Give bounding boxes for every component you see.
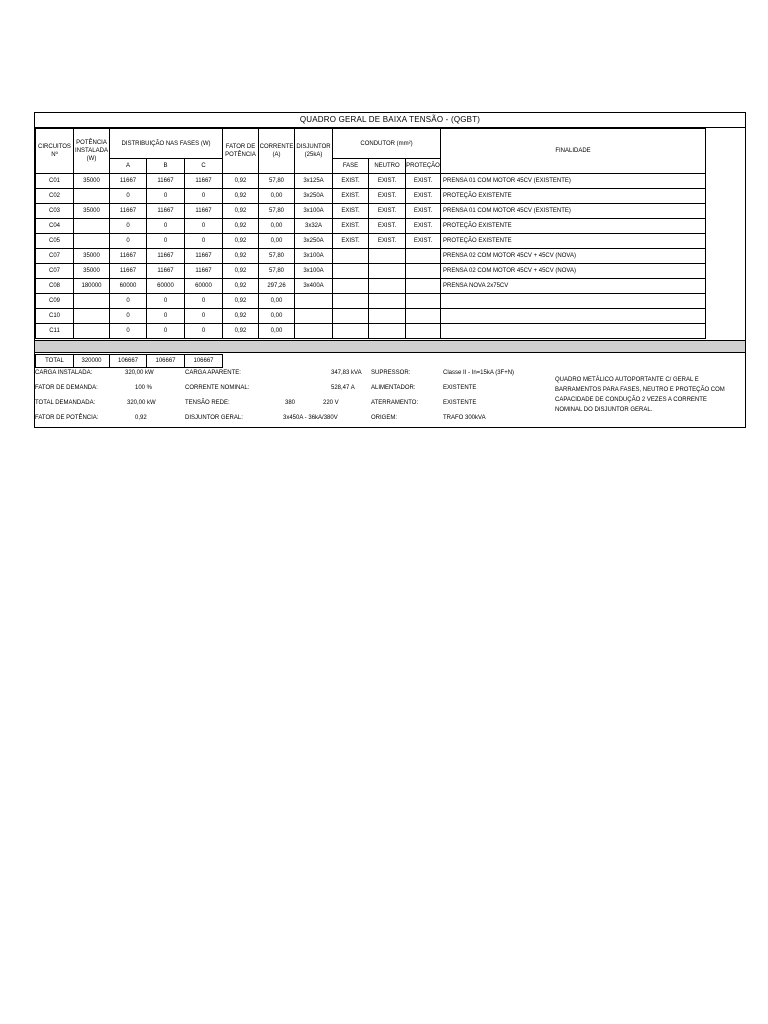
header-fase-b: B (147, 159, 185, 174)
cell-potencia (74, 294, 110, 309)
cell-potencia: 35000 (74, 204, 110, 219)
cell-fase-b: 11667 (147, 264, 185, 279)
cell-circuito: C08 (36, 279, 74, 294)
circuit-table (35, 128, 706, 339)
cell-cond-neutro (369, 309, 406, 324)
cell-fase-a: 11667 (110, 249, 147, 264)
cell-fator: 0,92 (223, 264, 259, 279)
cell-fase-c: 11667 (185, 204, 223, 219)
label-aterramento: ATERRAMENTO: (371, 400, 419, 406)
cell-cond-neutro (369, 249, 406, 264)
header-fase-a: A (110, 159, 147, 174)
header-distribuicao: DISTRIBUIÇÃO NAS FASES (W) (110, 129, 223, 159)
cell-cond-neutro: EXIST. (369, 174, 406, 189)
value-disjuntor-geral: 3x450A - 36kA/380V (283, 415, 338, 421)
cell-disjuntor (295, 294, 333, 309)
cell-cond-fase: EXIST. (333, 174, 369, 189)
header-circuitos: CIRCUITOS Nº (36, 129, 74, 174)
cell-cond-protecao (406, 249, 441, 264)
table-row (36, 204, 706, 219)
cell-finalidade: PRENSA 01 COM MOTOR 45CV (EXISTENTE) (441, 174, 706, 189)
cell-fase-b: 0 (147, 309, 185, 324)
label-fator-potencia: FATOR DE POTÊNCIA: (35, 415, 99, 421)
cell-disjuntor: 3x400A (295, 279, 333, 294)
total-potencia: 320000 (74, 355, 110, 368)
header-disjuntor: DISJUNTOR (25kA) (295, 129, 333, 174)
value-supressor: Classe II - In=15kA (3F+N) (443, 370, 515, 376)
label-alimentador: ALIMENTADOR: (371, 385, 416, 391)
table-row (36, 249, 706, 264)
cell-cond-fase: EXIST. (333, 204, 369, 219)
cell-cond-protecao: EXIST. (406, 189, 441, 204)
cell-fase-a: 0 (110, 219, 147, 234)
cell-corrente: 0,00 (259, 294, 295, 309)
cell-cond-neutro: EXIST. (369, 234, 406, 249)
table-row (36, 264, 706, 279)
cell-fase-b: 11667 (147, 174, 185, 189)
header-cond-protecao: PROTEÇÃO (406, 159, 441, 174)
label-origem: ORIGEM: (371, 415, 398, 421)
cell-circuito: C11 (36, 324, 74, 339)
cell-fase-a: 0 (110, 309, 147, 324)
panel-note: QUADRO METÁLICO AUTOPORTANTE C/ GERAL E BARRAMENTOS PARA FASES, NEUTRO E PROTEÇÃO COM CAPACIDADE DE CONDUÇÃO 2 VEZES A CORRENTE NOMINAL DO DISJUNTOR GERAL. (555, 377, 725, 413)
table-row (36, 324, 706, 339)
cell-cond-neutro (369, 279, 406, 294)
header-fase-c: C (185, 159, 223, 174)
cell-corrente: 0,00 (259, 234, 295, 249)
cell-cond-fase (333, 294, 369, 309)
cell-finalidade: PROTEÇÃO EXISTENTE (441, 189, 706, 204)
cell-corrente: 0,00 (259, 309, 295, 324)
cell-fator: 0,92 (223, 204, 259, 219)
cell-disjuntor: 3x32A (295, 219, 333, 234)
cell-corrente: 297,26 (259, 279, 295, 294)
value-carga-aparente: 347,83 kVA (331, 370, 362, 376)
header-corrente: CORRENTE (A) (259, 129, 295, 174)
value-total-demandada: 320,00 kW (127, 400, 156, 406)
label-corrente-nominal: CORRENTE NOMINAL: (185, 385, 250, 391)
cell-fase-b: 0 (147, 294, 185, 309)
cell-circuito: C10 (36, 309, 74, 324)
cell-finalidade: PRENSA 02 COM MOTOR 45CV + 45CV (NOVA) (441, 264, 706, 279)
value-tensao-rede-2: 220 V (323, 400, 339, 406)
cell-fase-c: 0 (185, 294, 223, 309)
cell-finalidade: PRENSA 01 COM MOTOR 45CV (EXISTENTE) (441, 204, 706, 219)
cell-corrente: 0,00 (259, 219, 295, 234)
cell-corrente: 57,80 (259, 204, 295, 219)
cell-finalidade: PRENSA 02 COM MOTOR 45CV + 45CV (NOVA) (441, 249, 706, 264)
total-fase-c: 106667 (185, 355, 223, 368)
cell-cond-fase (333, 249, 369, 264)
total-label: TOTAL (36, 355, 74, 368)
cell-fator: 0,92 (223, 249, 259, 264)
value-fator-potencia: 0,92 (135, 415, 147, 421)
cell-circuito: C09 (36, 294, 74, 309)
cell-fase-a: 11667 (110, 264, 147, 279)
cell-fase-a: 11667 (110, 174, 147, 189)
cell-fase-b: 60000 (147, 279, 185, 294)
cell-finalidade: PROTEÇÃO EXISTENTE (441, 219, 706, 234)
cell-fase-b: 0 (147, 234, 185, 249)
cell-cond-protecao: EXIST. (406, 219, 441, 234)
cell-cond-fase (333, 324, 369, 339)
cell-fator: 0,92 (223, 279, 259, 294)
value-origem: TRAFO 300kVA (443, 415, 486, 421)
cell-cond-fase: EXIST. (333, 234, 369, 249)
table-row (36, 219, 706, 234)
cell-fase-c: 11667 (185, 264, 223, 279)
cell-disjuntor: 3x100A (295, 264, 333, 279)
cell-circuito: C05 (36, 234, 74, 249)
cell-fator: 0,92 (223, 234, 259, 249)
cell-fase-a: 60000 (110, 279, 147, 294)
cell-finalidade (441, 309, 706, 324)
cell-cond-fase (333, 264, 369, 279)
cell-fase-c: 0 (185, 309, 223, 324)
qgbt-sheet (34, 112, 746, 428)
cell-cond-fase (333, 309, 369, 324)
cell-fase-b: 11667 (147, 249, 185, 264)
table-row (36, 174, 706, 189)
cell-cond-neutro (369, 264, 406, 279)
cell-potencia (74, 189, 110, 204)
total-row (35, 354, 223, 368)
cell-cond-neutro: EXIST. (369, 219, 406, 234)
cell-fase-c: 11667 (185, 174, 223, 189)
cell-cond-neutro (369, 294, 406, 309)
table-row (36, 294, 706, 309)
cell-potencia (74, 219, 110, 234)
cell-cond-fase (333, 279, 369, 294)
cell-fator: 0,92 (223, 219, 259, 234)
cell-cond-neutro: EXIST. (369, 189, 406, 204)
value-tensao-rede-1: 380 (285, 400, 296, 406)
value-corrente-nominal: 528,47 A (331, 385, 355, 391)
cell-fase-a: 0 (110, 234, 147, 249)
label-total-demandada: TOTAL DEMANDADA: (35, 400, 96, 406)
table-row (36, 279, 706, 294)
header-condutor: CONDUTOR (mm²) (333, 129, 441, 159)
label-carga-instalada: CARGA INSTALADA: (35, 370, 93, 376)
cell-fase-c: 11667 (185, 249, 223, 264)
cell-cond-protecao (406, 324, 441, 339)
cell-corrente: 57,80 (259, 249, 295, 264)
value-carga-instalada: 320,00 kW (125, 370, 154, 376)
label-tensao-rede: TENSÃO REDE: (185, 400, 230, 406)
cell-fator: 0,92 (223, 324, 259, 339)
value-alimentador: EXISTENTE (443, 385, 477, 391)
cell-potencia: 35000 (74, 174, 110, 189)
cell-circuito: C03 (36, 204, 74, 219)
total-fase-a: 106667 (110, 355, 147, 368)
cell-cond-protecao (406, 294, 441, 309)
cell-cond-neutro (369, 324, 406, 339)
label-disjuntor-geral: DISJUNTOR GERAL: (185, 415, 243, 421)
cell-cond-protecao (406, 264, 441, 279)
header-cond-neutro: NEUTRO (369, 159, 406, 174)
cell-circuito: C01 (36, 174, 74, 189)
cell-fase-c: 0 (185, 234, 223, 249)
table-row (36, 234, 706, 249)
cell-disjuntor: 3x250A (295, 189, 333, 204)
cell-fator: 0,92 (223, 189, 259, 204)
cell-circuito: C07 (36, 249, 74, 264)
cell-fator: 0,92 (223, 309, 259, 324)
cell-circuito: C04 (36, 219, 74, 234)
header-finalidade: FINALIDADE (441, 129, 706, 174)
cell-potencia: 180000 (74, 279, 110, 294)
cell-fase-c: 0 (185, 219, 223, 234)
cell-finalidade (441, 324, 706, 339)
cell-cond-protecao (406, 279, 441, 294)
cell-circuito: C02 (36, 189, 74, 204)
cell-potencia: 35000 (74, 264, 110, 279)
cell-disjuntor: 3x250A (295, 234, 333, 249)
total-fase-b: 106667 (147, 355, 185, 368)
cell-cond-neutro: EXIST. (369, 204, 406, 219)
cell-corrente: 0,00 (259, 189, 295, 204)
cell-cond-protecao: EXIST. (406, 234, 441, 249)
cell-circuito: C07 (36, 264, 74, 279)
cell-disjuntor: 3x100A (295, 249, 333, 264)
cell-fator: 0,92 (223, 294, 259, 309)
cell-fase-a: 11667 (110, 204, 147, 219)
value-aterramento: EXISTENTE (443, 400, 477, 406)
table-row (36, 309, 706, 324)
cell-potencia: 35000 (74, 249, 110, 264)
cell-fase-c: 60000 (185, 279, 223, 294)
cell-disjuntor: 3x100A (295, 204, 333, 219)
header-potencia: POTÊNCIA INSTALADA (W) (74, 129, 110, 174)
cell-fase-b: 0 (147, 324, 185, 339)
cell-disjuntor: 3x125A (295, 174, 333, 189)
cell-potencia (74, 324, 110, 339)
cell-finalidade: PROTEÇÃO EXISTENTE (441, 234, 706, 249)
cell-fator: 0,92 (223, 174, 259, 189)
sheet-title: QUADRO GERAL DE BAIXA TENSÃO - (QGBT) (35, 113, 745, 128)
cell-potencia (74, 309, 110, 324)
cell-finalidade (441, 294, 706, 309)
header-fator: FATOR DE POTÊNCIA (223, 129, 259, 174)
cell-corrente: 57,80 (259, 174, 295, 189)
cell-fase-a: 0 (110, 294, 147, 309)
cell-disjuntor (295, 324, 333, 339)
cell-fase-a: 0 (110, 324, 147, 339)
cell-potencia (74, 234, 110, 249)
label-carga-aparente: CARGA APARENTE: (185, 370, 241, 376)
cell-cond-protecao: EXIST. (406, 204, 441, 219)
cell-fase-c: 0 (185, 324, 223, 339)
cell-fase-a: 0 (110, 189, 147, 204)
cell-cond-fase: EXIST. (333, 219, 369, 234)
cell-fase-b: 11667 (147, 204, 185, 219)
cell-disjuntor (295, 309, 333, 324)
cell-corrente: 0,00 (259, 324, 295, 339)
cell-fase-b: 0 (147, 189, 185, 204)
cell-cond-protecao: EXIST. (406, 174, 441, 189)
cell-finalidade: PRENSA NOVA 2x75CV (441, 279, 706, 294)
table-row (36, 189, 706, 204)
circuit-rows (36, 174, 706, 339)
cell-fase-c: 0 (185, 189, 223, 204)
header-cond-fase: FASE (333, 159, 369, 174)
cell-cond-fase: EXIST. (333, 189, 369, 204)
cell-corrente: 57,80 (259, 264, 295, 279)
value-fator-demanda: 100 % (135, 385, 153, 391)
cell-fase-b: 0 (147, 219, 185, 234)
label-fator-demanda: FATOR DE DEMANDA: (35, 385, 98, 391)
cell-cond-protecao (406, 309, 441, 324)
separator-band (35, 340, 745, 353)
label-supressor: SUPRESSOR: (371, 370, 411, 376)
